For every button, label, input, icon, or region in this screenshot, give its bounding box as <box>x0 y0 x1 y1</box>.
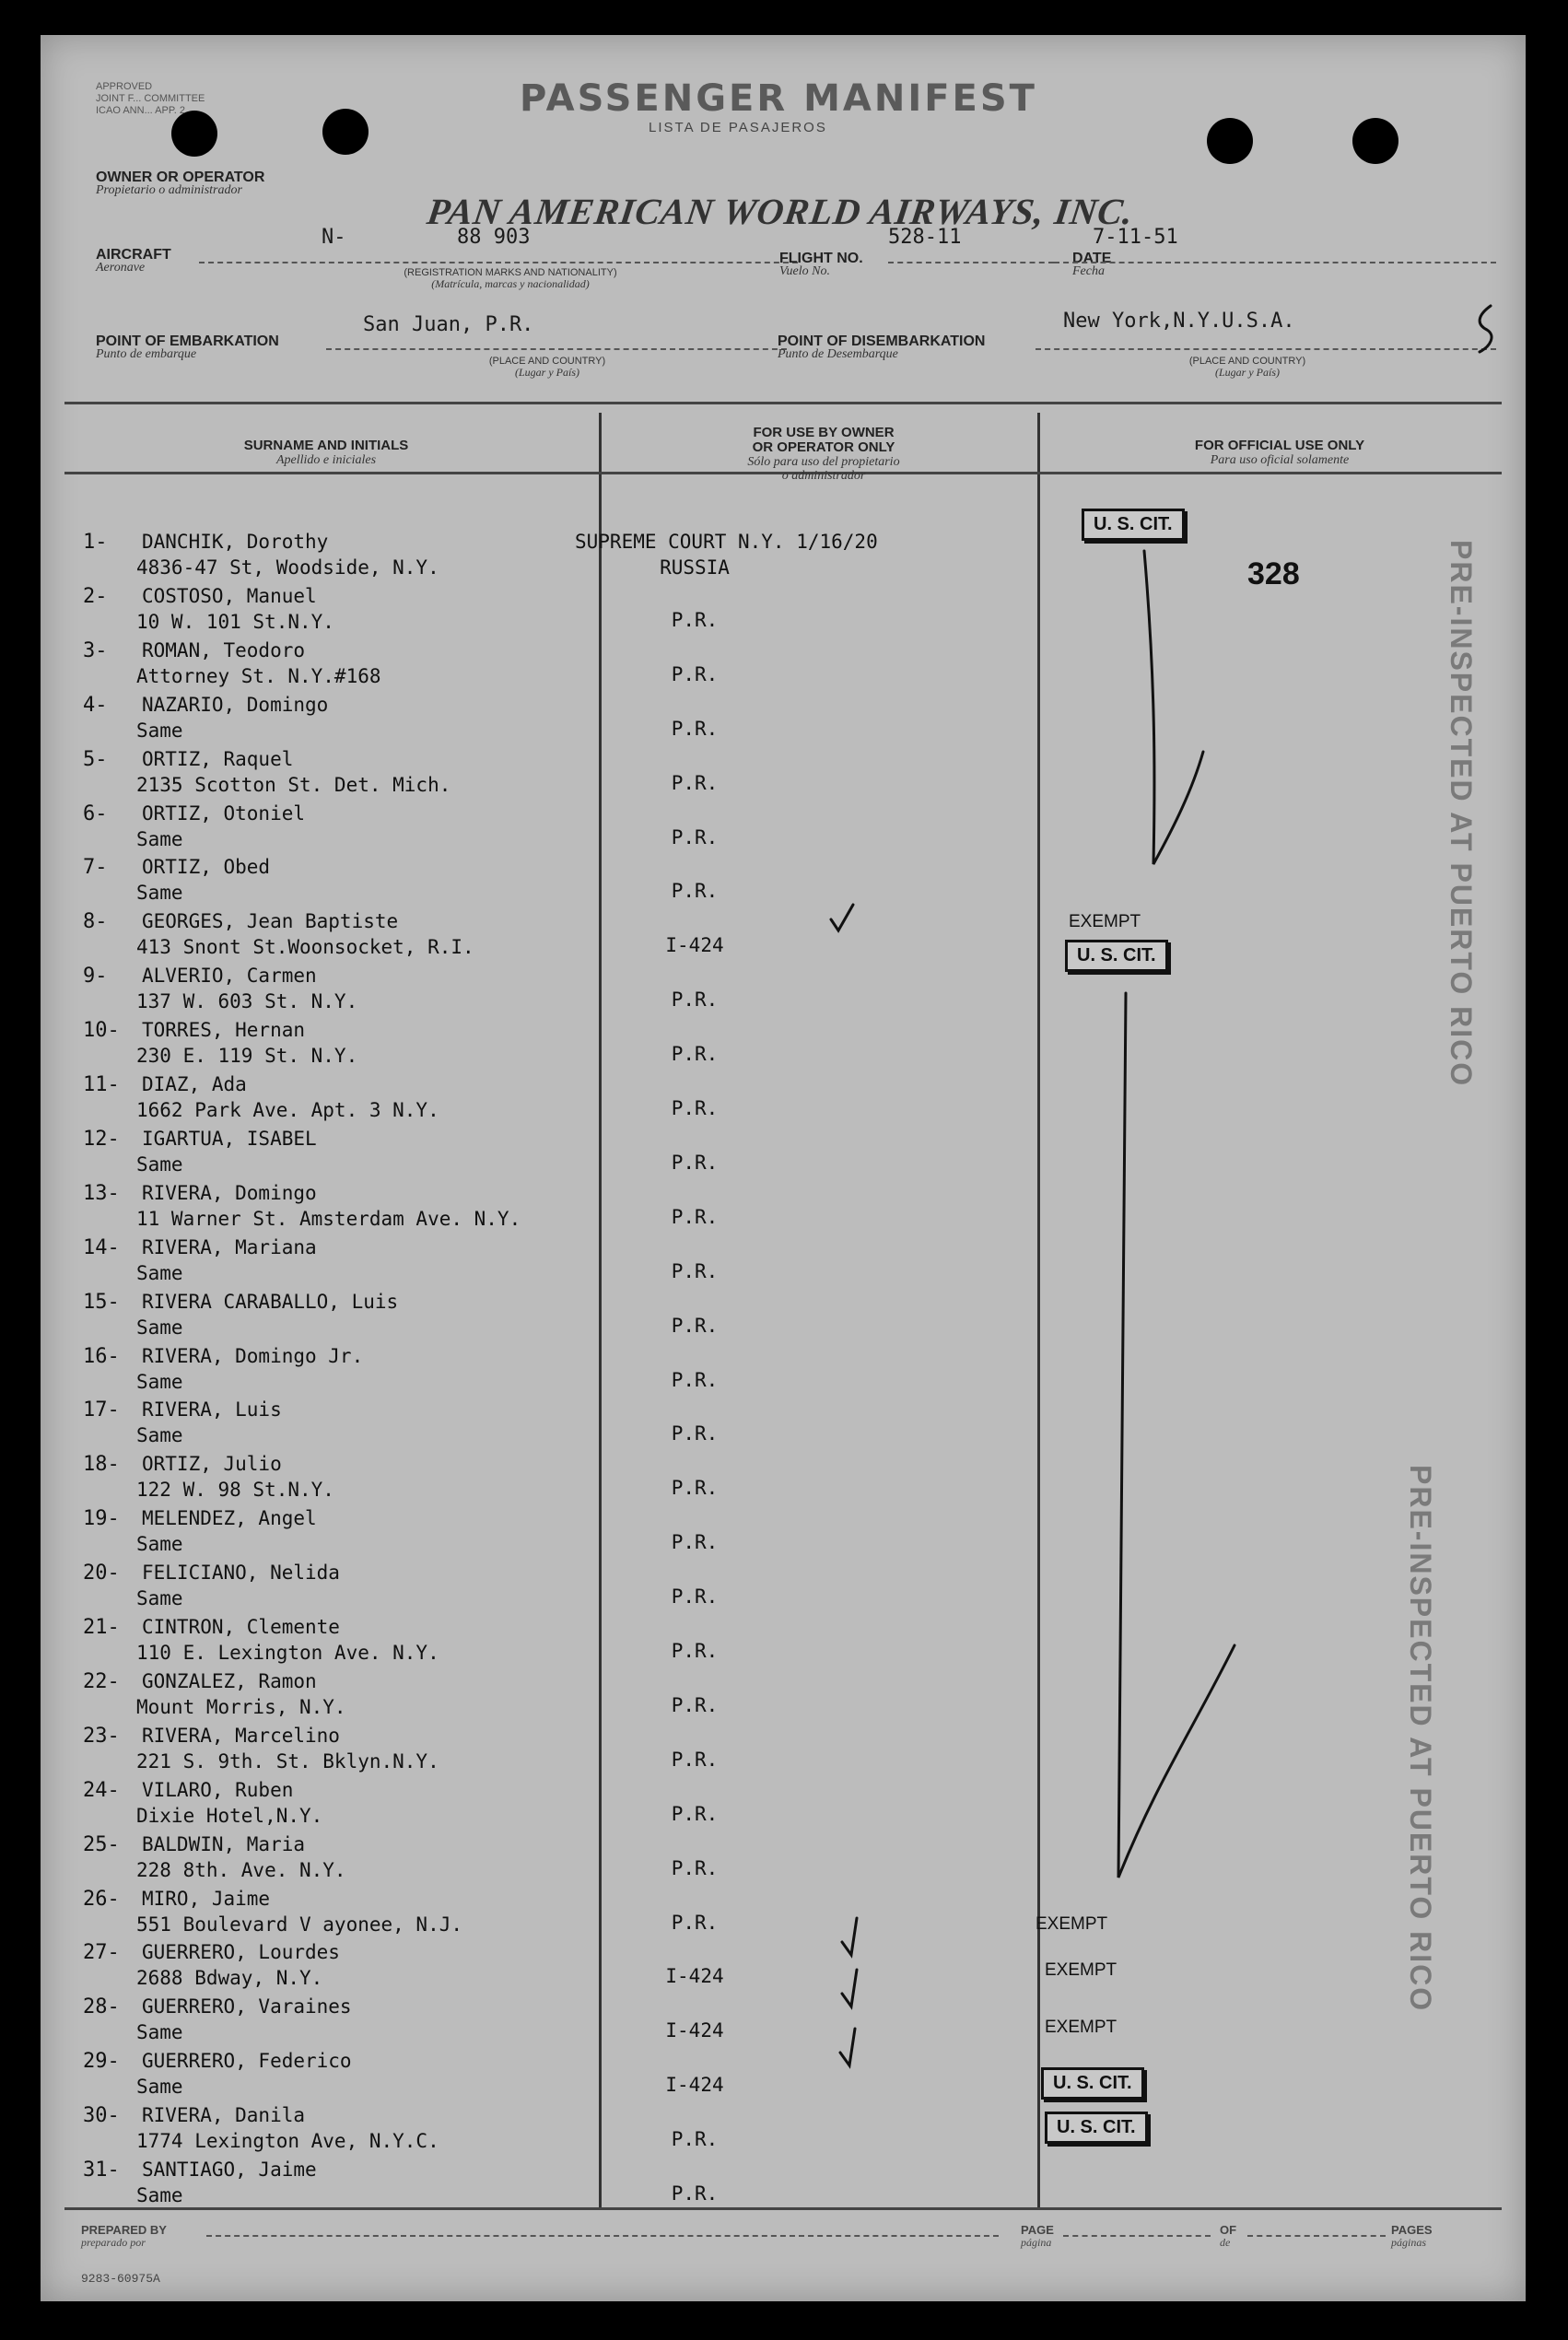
row-number: 15- <box>83 1290 120 1314</box>
passenger-name: RIVERA, Mariana <box>142 1235 317 1258</box>
row-number: 9- <box>83 965 108 989</box>
passenger-address: 122 W. 98 St.N.Y. <box>136 1479 334 1502</box>
check-mark-icon <box>831 905 853 930</box>
page-title: PASSENGER MANIFEST <box>520 77 1037 120</box>
passenger-address: Same <box>136 2184 183 2206</box>
row-number: 30- <box>83 2104 120 2128</box>
field-line <box>206 2235 999 2237</box>
passenger-name: RIVERA, Luis <box>142 1398 282 1422</box>
registration-caption-es: (Matrícula, marcas y nacionalidad) <box>431 277 590 290</box>
owner-use-entry: P.R. <box>671 1585 719 1609</box>
owner-use-entry: P.R. <box>671 1151 719 1174</box>
of-label: OF <box>1220 2223 1237 2237</box>
aircraft-prefix: N- <box>322 226 346 249</box>
prepared-by-label-es: preparado por <box>81 2236 146 2249</box>
prepared-by-label: PREPARED BY <box>81 2223 167 2237</box>
passenger-name: NAZARIO, Domingo <box>142 693 329 716</box>
row-number: 1- <box>83 531 108 554</box>
embark-point: San Juan, P.R. <box>363 313 534 336</box>
passenger-name: ORTIZ, Julio <box>142 1453 282 1476</box>
row-number: 19- <box>83 1507 120 1531</box>
aircraft-registration: 88 903 <box>457 226 531 249</box>
row-number: 6- <box>83 801 108 825</box>
passenger-name: GEORGES, Jean Baptiste <box>142 910 399 933</box>
owner-use-entry: I-424 <box>665 2019 724 2042</box>
passenger-address: 1662 Park Ave. Apt. 3 N.Y. <box>136 1099 439 1121</box>
passenger-name: VILARO, Ruben <box>142 1778 294 1801</box>
preinspected-stamp: PRE-INSPECTED AT PUERTO RICO <box>1404 1465 1437 2013</box>
passenger-name: CINTRON, Clemente <box>142 1616 340 1638</box>
passenger-name: MIRO, Jaime <box>142 1887 271 1910</box>
passenger-name: ORTIZ, Obed <box>142 856 271 879</box>
passenger-address: 228 8th. Ave. N.Y. <box>136 1858 346 1881</box>
passenger-address: 10 W. 101 St.N.Y. <box>136 610 334 633</box>
owner-use-entry: P.R. <box>671 717 719 740</box>
disembark-point: New York,N.Y.U.S.A. <box>1063 310 1295 333</box>
passenger-name: MELENDEZ, Angel <box>142 1507 317 1530</box>
approval-note: APPROVED JOINT F... COMMITTEE ICAO ANN... APP. 2 <box>96 81 205 116</box>
place-caption: (PLACE AND COUNTRY) <box>488 356 606 367</box>
owner-use-entry: P.R. <box>671 880 719 903</box>
of-label-es: de <box>1220 2236 1231 2249</box>
registration-caption: (REGISTRATION MARKS AND NATIONALITY) <box>404 267 617 278</box>
passenger-name: ORTIZ, Raquel <box>142 747 294 770</box>
owner-use-entry: P.R. <box>671 662 719 685</box>
passenger-address: Same <box>136 827 183 850</box>
passenger-address: 221 S. 9th. St. Bklyn.N.Y. <box>136 1749 439 1773</box>
passenger-name: GONZALEZ, Ramon <box>142 1669 317 1692</box>
row-number: 18- <box>83 1453 120 1477</box>
flight-label: FLIGHT NO. <box>779 251 863 266</box>
us-citizen-stamp: U. S. CIT. <box>1065 940 1168 972</box>
passenger-address: 11 Warner St. Amsterdam Ave. N.Y. <box>136 1207 521 1230</box>
passenger-name: FELICIANO, Nelida <box>142 1562 340 1585</box>
manifest-sheet <box>41 35 1526 2301</box>
passenger-name: TORRES, Hernan <box>142 1019 306 1042</box>
check-mark-icon <box>842 1918 857 1955</box>
passenger-name: RIVERA, Domingo <box>142 1181 317 1204</box>
margin-mark-icon <box>1480 306 1492 352</box>
passenger-address: 2135 Scotton St. Det. Mich. <box>136 773 451 796</box>
column-header-official: FOR OFFICIAL USE ONLY <box>1194 438 1365 453</box>
passenger-address: 1774 Lexington Ave, N.Y.C. <box>136 2130 439 2153</box>
disembark-label: POINT OF DISEMBARKATION <box>778 333 986 349</box>
exempt-stamp: EXEMPT <box>1036 1914 1108 1934</box>
passenger-name: RIVERA, Marcelino <box>142 1724 340 1747</box>
row-number: 2- <box>83 584 108 608</box>
flight-date: 7-11-51 <box>1093 226 1178 249</box>
row-number: 25- <box>83 1832 120 1856</box>
owner-use-entry: P.R. <box>671 1802 719 1825</box>
passenger-name: GUERRERO, Varaines <box>142 1995 352 2018</box>
passenger-name: ORTIZ, Otoniel <box>142 801 306 825</box>
aircraft-label-es: Aeronave <box>96 261 146 275</box>
exempt-stamp: EXEMPT <box>1069 912 1141 931</box>
owner-use-entry: P.R. <box>671 1097 719 1119</box>
passenger-address: Same <box>136 2021 183 2044</box>
page-label-es: página <box>1021 2236 1052 2249</box>
passenger-address: Same <box>136 1316 183 1339</box>
embark-label-es: Punto de embarque <box>96 347 197 361</box>
passenger-name: DANCHIK, Dorothy <box>142 531 329 553</box>
row-number: 31- <box>83 2159 120 2182</box>
passenger-name: RIVERA, Danila <box>142 2104 306 2127</box>
owner-use-entry: P.R. <box>671 608 719 631</box>
passenger-address: Mount Morris, N.Y. <box>136 1695 346 1718</box>
place-caption: (PLACE AND COUNTRY) <box>1188 356 1306 367</box>
owner-use-entry: P.R. <box>671 1205 719 1228</box>
passenger-address: Same <box>136 1424 183 1447</box>
passenger-name: IGARTUA, ISABEL <box>142 1127 317 1150</box>
pages-label: PAGES <box>1391 2223 1433 2237</box>
owner-use-entry: P.R. <box>671 2182 719 2205</box>
passenger-address: 110 E. Lexington Ave. N.Y. <box>136 1642 439 1664</box>
owner-use-entry: P.R. <box>671 1043 719 1066</box>
passenger-address: Same <box>136 1261 183 1284</box>
row-number: 26- <box>83 1887 120 1911</box>
column-header-owner-use-es: Sólo para uso del propietario o administrador <box>747 455 900 483</box>
owner-use-entry: P.R. <box>671 771 719 794</box>
form-code: 9283-60975A <box>81 2272 160 2286</box>
row-number: 17- <box>83 1398 120 1422</box>
passenger-address: 413 Snont St.Woonsocket, R.I. <box>136 936 474 959</box>
flight-number: 528-11 <box>888 226 962 249</box>
owner-use-entry: P.R. <box>671 1259 719 1282</box>
row-number: 24- <box>83 1778 120 1802</box>
owner-label: OWNER OR OPERATOR <box>96 170 265 185</box>
place-caption-es: (Lugar y País) <box>515 366 579 379</box>
owner-use-entry: P.R. <box>671 1748 719 1771</box>
passenger-name: GUERRERO, Lourdes <box>142 1941 340 1964</box>
owner-use-entry: P.R. <box>671 1640 719 1662</box>
check-mark-icon <box>840 2029 855 2065</box>
passenger-address: Same <box>136 2076 183 2099</box>
row-number: 14- <box>83 1235 120 1259</box>
owner-use-entry: P.R. <box>671 1422 719 1445</box>
check-mark-icon <box>1144 551 1203 864</box>
passenger-address: Same <box>136 1533 183 1556</box>
exempt-stamp: EXEMPT <box>1045 2018 1117 2037</box>
owner-use-entry: P.R. <box>671 1531 719 1554</box>
passenger-name: GUERRERO, Federico <box>142 2050 352 2073</box>
preinspected-stamp: PRE-INSPECTED AT PUERTO RICO <box>1445 540 1478 1088</box>
us-citizen-stamp: U. S. CIT. <box>1041 2067 1144 2100</box>
passenger-address: Same <box>136 1370 183 1393</box>
row-number: 29- <box>83 2050 120 2074</box>
passenger-name: BALDWIN, Maria <box>142 1832 306 1855</box>
row-number: 16- <box>83 1344 120 1368</box>
check-mark-icon <box>1118 993 1235 1878</box>
owner-use-entry: P.R. <box>671 1314 719 1337</box>
passenger-address: Same <box>136 719 183 742</box>
row-number: 7- <box>83 856 108 880</box>
date-label-es: Fecha <box>1072 264 1105 278</box>
row-number: 3- <box>83 638 108 662</box>
passenger-name: COSTOSO, Manuel <box>142 584 317 607</box>
aircraft-label: AIRCRAFT <box>96 247 171 263</box>
row-number: 28- <box>83 1995 120 2019</box>
owner-use-entry: P.R. <box>671 1477 719 1500</box>
owner-use-entry: SUPREME COURT N.Y. 1/16/20 <box>575 531 878 553</box>
owner-use-entry: I-424 <box>665 2074 724 2097</box>
owner-use-entry: P.R. <box>671 1368 719 1391</box>
embark-label: POINT OF EMBARKATION <box>96 333 279 349</box>
passenger-address: 4836-47 St, Woodside, N.Y. <box>136 556 439 579</box>
passenger-address: Dixie Hotel,N.Y. <box>136 1804 323 1827</box>
passenger-address: 137 W. 603 St. N.Y. <box>136 990 358 1013</box>
row-number: 20- <box>83 1562 120 1585</box>
row-number: 4- <box>83 693 108 717</box>
passenger-name: RIVERA, Domingo Jr. <box>142 1344 364 1367</box>
place-caption-es: (Lugar y País) <box>1215 366 1280 379</box>
flight-label-es: Vuelo No. <box>779 264 830 278</box>
column-header-official-es: Para uso oficial solamente <box>1210 453 1350 467</box>
disembark-label-es: Punto de Desembarque <box>778 347 898 361</box>
passenger-address: Same <box>136 1587 183 1610</box>
page-label: PAGE <box>1021 2223 1054 2237</box>
row-number: 22- <box>83 1669 120 1693</box>
owner-use-entry: P.R. <box>671 1693 719 1716</box>
field-line <box>1247 2235 1386 2237</box>
owner-use-entry: P.R. <box>671 2128 719 2151</box>
pen-marks <box>41 35 1526 2301</box>
owner-use-entry: P.R. <box>671 1911 719 1934</box>
row-number: 8- <box>83 910 108 934</box>
passenger-address: Same <box>136 1152 183 1176</box>
passenger-address: Same <box>136 882 183 905</box>
page-subtitle: LISTA DE PASAJEROS <box>649 120 827 135</box>
passenger-address: Attorney St. N.Y.#168 <box>136 664 381 687</box>
company-name: PAN AMERICAN WORLD AIRWAYS, INC. <box>424 191 1137 232</box>
row-number: 21- <box>83 1616 120 1639</box>
passenger-address: 230 E. 119 St. N.Y. <box>136 1045 358 1068</box>
owner-use-entry: P.R. <box>671 1856 719 1879</box>
row-number: 10- <box>83 1019 120 1043</box>
row-number: 11- <box>83 1073 120 1096</box>
owner-use-entry: P.R. <box>671 989 719 1012</box>
row-number: 12- <box>83 1127 120 1151</box>
owner-use-entry: RUSSIA <box>660 556 730 579</box>
column-header-surname-es: Apellido e iniciales <box>275 453 377 467</box>
us-citizen-stamp: U. S. CIT. <box>1045 2112 1148 2144</box>
passenger-address: 2688 Bdway, N.Y. <box>136 1967 323 1990</box>
field-line <box>1063 2235 1211 2237</box>
column-header-owner-use: FOR USE BY OWNER OR OPERATOR ONLY <box>752 425 895 455</box>
date-label: DATE <box>1072 251 1112 266</box>
owner-use-entry: I-424 <box>665 1965 724 1988</box>
passenger-name: RIVERA CARABALLO, Luis <box>142 1290 399 1313</box>
owner-label-es: Propietario o administrador <box>96 183 242 197</box>
owner-use-entry: I-424 <box>665 934 724 957</box>
passenger-name: ROMAN, Teodoro <box>142 638 306 661</box>
passenger-name: ALVERIO, Carmen <box>142 965 317 988</box>
passenger-name: SANTIAGO, Jaime <box>142 2159 317 2181</box>
pages-label-es: páginas <box>1391 2236 1427 2249</box>
owner-use-entry: P.R. <box>671 825 719 848</box>
exempt-stamp: EXEMPT <box>1045 1960 1117 1980</box>
row-number: 23- <box>83 1724 120 1748</box>
us-citizen-stamp: U. S. CIT. <box>1082 509 1185 541</box>
passenger-address: 551 Boulevard V ayonee, N.J. <box>136 1913 463 1936</box>
row-number: 5- <box>83 747 108 771</box>
row-number: 27- <box>83 1941 120 1965</box>
column-header-surname: SURNAME AND INITIALS <box>243 438 409 453</box>
check-mark-icon <box>842 1970 857 2007</box>
official-count: 328 <box>1247 556 1300 591</box>
passenger-name: DIAZ, Ada <box>142 1073 247 1095</box>
row-number: 13- <box>83 1181 120 1205</box>
